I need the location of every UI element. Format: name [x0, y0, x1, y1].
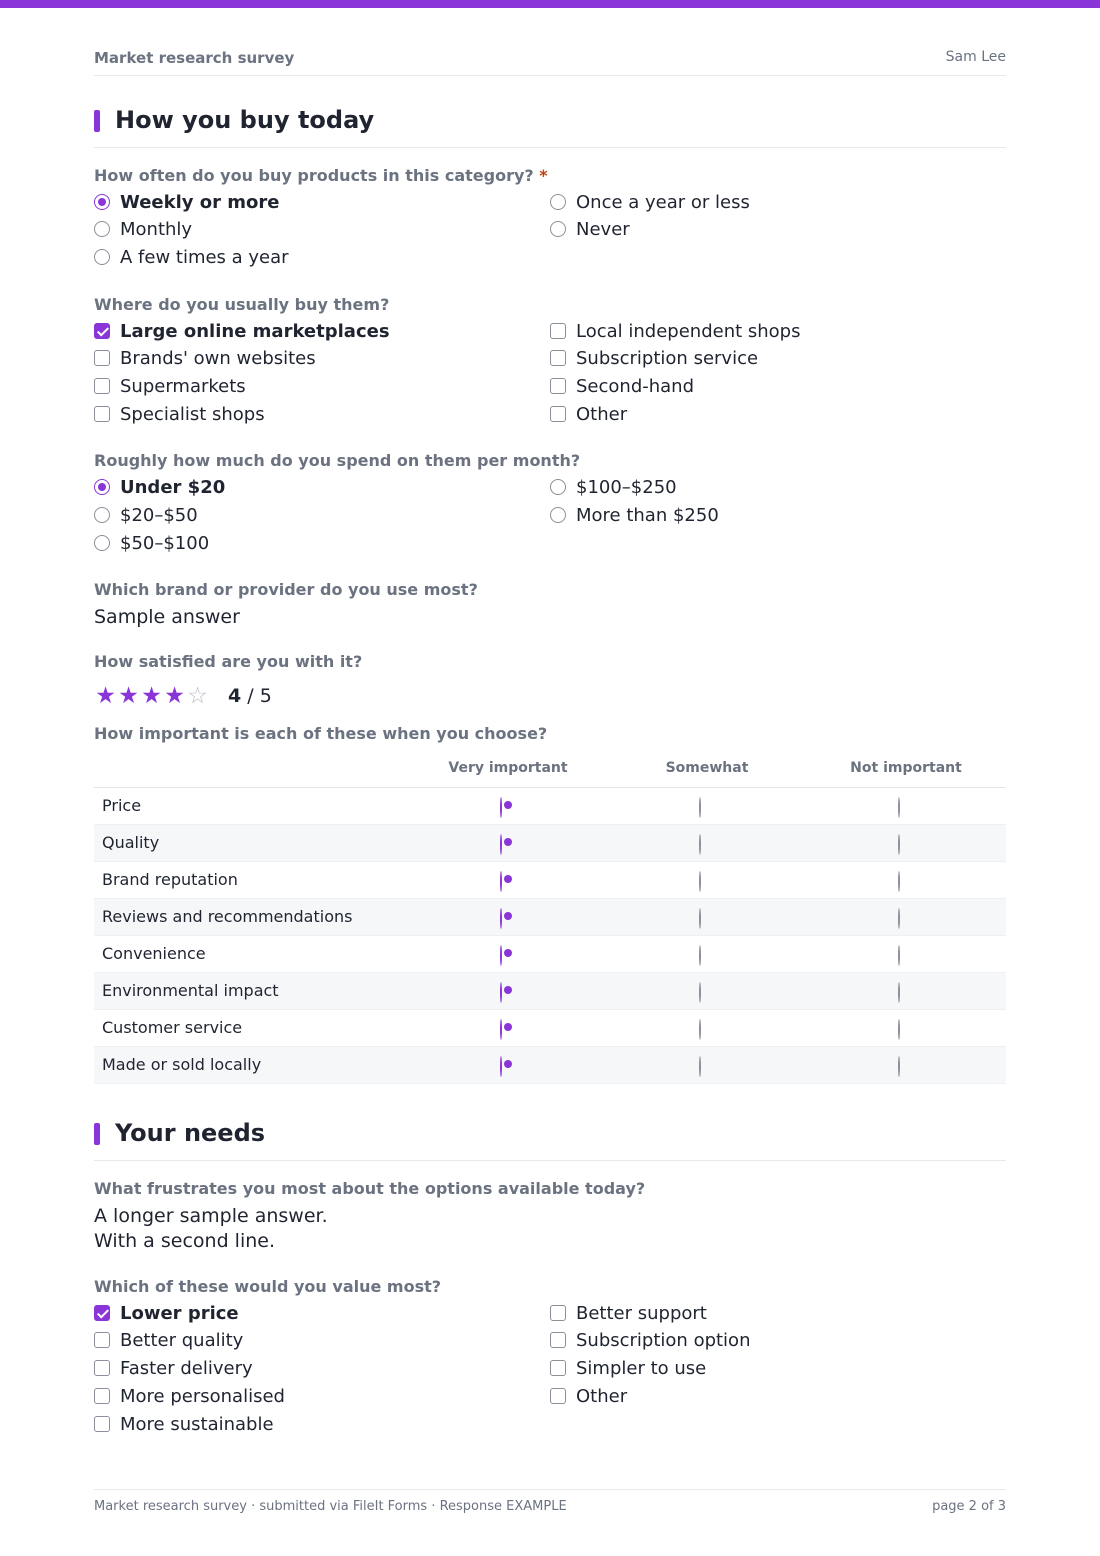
star-icon: ☆: [187, 683, 208, 709]
required-marker: *: [539, 166, 548, 185]
radio-option[interactable]: [94, 532, 209, 554]
rating-score: 4: [228, 685, 242, 707]
radio-button[interactable]: [898, 1056, 900, 1077]
radio-button[interactable]: [898, 1019, 900, 1040]
matrix-row: [94, 973, 1006, 1010]
radio-button[interactable]: [500, 945, 502, 966]
checkbox-option[interactable]: [550, 375, 694, 397]
row-label: Environmental impact: [102, 981, 279, 1000]
radio-button[interactable]: [699, 945, 701, 966]
page-number: page 2 of 3: [932, 1499, 1006, 1514]
option-label: Second-hand: [576, 375, 695, 397]
radio-button[interactable]: [500, 1019, 502, 1040]
option-label: More sustainable: [120, 1413, 274, 1435]
section-title: How you buy today: [115, 106, 375, 134]
option-label: Other: [576, 1385, 628, 1407]
question-satisfaction: How satisfied are you with it?: [94, 652, 363, 671]
option-label: Faster delivery: [120, 1357, 253, 1379]
radio-button[interactable]: [699, 871, 701, 892]
option-label: A few times a year: [120, 246, 289, 268]
question-label: How often do you buy products in this category?: [94, 166, 534, 185]
checkbox-option[interactable]: [94, 1329, 243, 1351]
checkbox-option[interactable]: [94, 403, 265, 425]
matrix-cell: [699, 909, 701, 928]
radio-button[interactable]: [94, 249, 110, 265]
question-purchase-channel: Where do you usually buy them?: [94, 295, 390, 314]
rating-max: / 5: [247, 685, 272, 707]
checkbox-option[interactable]: [550, 1357, 706, 1379]
radio-option[interactable]: [94, 504, 198, 526]
option-label: Simpler to use: [576, 1357, 707, 1379]
option-label: Weekly or more: [120, 191, 280, 213]
matrix-cell: [699, 1057, 701, 1076]
row-label: Price: [102, 796, 142, 815]
star-rating: [94, 682, 272, 710]
matrix-row: [94, 825, 1006, 862]
radio-button[interactable]: [550, 479, 566, 495]
checkbox-option[interactable]: [94, 1413, 274, 1435]
radio-option[interactable]: [94, 218, 192, 240]
footer-info: Market research survey · submitted via FileIt Forms · Response EXAMPLE: [94, 1499, 567, 1514]
matrix-row: [94, 788, 1006, 825]
checkbox[interactable]: [550, 1388, 566, 1404]
radio-button[interactable]: [500, 908, 502, 929]
radio-option[interactable]: [550, 504, 719, 526]
option-label: Monthly: [120, 218, 193, 240]
matrix-cell: [500, 983, 502, 1002]
radio-button[interactable]: [500, 797, 502, 818]
section-accent-bar: [94, 1123, 100, 1145]
star-icon: ★: [164, 683, 185, 709]
checkbox-option[interactable]: [550, 1302, 707, 1324]
checkbox-option[interactable]: [550, 320, 800, 342]
matrix-cell: [898, 983, 900, 1002]
checkbox[interactable]: [94, 1388, 110, 1404]
answer-text: Sample answer: [94, 606, 240, 628]
importance-matrix: [94, 754, 1006, 1084]
checkbox-option[interactable]: [94, 375, 246, 397]
option-label: Lower price: [120, 1302, 239, 1324]
option-label: More personalised: [120, 1385, 285, 1407]
checkbox-option[interactable]: [94, 1357, 253, 1379]
row-label: Customer service: [102, 1018, 243, 1037]
matrix-cell: [898, 798, 900, 817]
matrix-row: [94, 1047, 1006, 1084]
checkbox[interactable]: [94, 323, 110, 339]
checkbox[interactable]: [550, 1332, 566, 1348]
checkbox[interactable]: [94, 406, 110, 422]
matrix-row: [94, 899, 1006, 936]
section-title: Your needs: [115, 1119, 266, 1147]
matrix-cell: [699, 946, 701, 965]
question-purchase-frequency: [94, 166, 548, 186]
radio-button[interactable]: [94, 479, 110, 495]
option-label: Subscription service: [576, 347, 759, 369]
section-accent-bar: [94, 110, 100, 132]
radio-button[interactable]: [500, 982, 502, 1003]
row-label: Convenience: [102, 944, 206, 963]
section-header-your-needs: [94, 1117, 1006, 1161]
checkbox[interactable]: [550, 350, 566, 366]
option-label: $20–$50: [120, 504, 198, 526]
matrix-cell: [898, 835, 900, 854]
option-label: Under $20: [120, 476, 226, 498]
row-label: Brand reputation: [102, 870, 238, 889]
matrix-cell: [898, 1020, 900, 1039]
section-header-how-you-buy: [94, 104, 1006, 148]
checkbox-option[interactable]: [550, 1385, 627, 1407]
checkbox-option[interactable]: [550, 347, 758, 369]
radio-button[interactable]: [898, 945, 900, 966]
matrix-rows: [94, 788, 1006, 1084]
radio-option[interactable]: [550, 191, 750, 213]
matrix-cell: [898, 1057, 900, 1076]
matrix-cell: [500, 835, 502, 854]
matrix-cell: [699, 1020, 701, 1039]
option-label: Once a year or less: [576, 191, 750, 213]
matrix-cell: [500, 946, 502, 965]
radio-button[interactable]: [699, 1019, 701, 1040]
radio-button[interactable]: [94, 535, 110, 551]
checkbox-option[interactable]: [94, 347, 316, 369]
radio-button[interactable]: [500, 1056, 502, 1077]
checkbox[interactable]: [94, 1416, 110, 1432]
star-icon: ★: [95, 683, 116, 709]
option-label: Local independent shops: [576, 320, 801, 342]
radio-button[interactable]: [898, 834, 900, 855]
checkbox[interactable]: [550, 378, 566, 394]
option-label: Supermarkets: [120, 375, 246, 397]
option-label: $50–$100: [120, 532, 210, 554]
option-label: Subscription option: [576, 1329, 751, 1351]
column-header: Very important: [448, 760, 568, 776]
star-icon: ★: [141, 683, 162, 709]
matrix-cell: [500, 872, 502, 891]
checkbox[interactable]: [550, 406, 566, 422]
row-label: Quality: [102, 833, 160, 852]
radio-button[interactable]: [699, 834, 701, 855]
radio-option[interactable]: [94, 191, 280, 213]
matrix-row: [94, 1010, 1006, 1047]
question-monthly-spend: Roughly how much do you spend on them per month?: [94, 451, 581, 470]
column-header: Somewhat: [665, 760, 749, 776]
radio-button[interactable]: [550, 507, 566, 523]
matrix-row: [94, 936, 1006, 973]
radio-button[interactable]: [699, 797, 701, 818]
answer-text: A longer sample answer. With a second line.: [94, 1205, 328, 1252]
option-label: More than $250: [576, 504, 719, 526]
checkbox[interactable]: [94, 1332, 110, 1348]
radio-button[interactable]: [500, 834, 502, 855]
checkbox-option[interactable]: [94, 1385, 285, 1407]
respondent-name: Sam Lee: [945, 49, 1006, 65]
option-label: Other: [576, 403, 628, 425]
question-value-most: Which of these would you value most?: [94, 1277, 442, 1296]
checkbox-option[interactable]: [94, 1302, 239, 1324]
option-label: $100–$250: [576, 476, 677, 498]
question-importance-grid: How important is each of these when you choose?: [94, 724, 548, 743]
matrix-cell: [500, 1057, 502, 1076]
radio-button[interactable]: [699, 908, 701, 929]
radio-button[interactable]: [898, 908, 900, 929]
matrix-header: [94, 754, 1006, 788]
radio-button[interactable]: [699, 1056, 701, 1077]
matrix-cell: [699, 983, 701, 1002]
row-label: Made or sold locally: [102, 1055, 262, 1074]
checkbox-option[interactable]: [550, 1329, 750, 1351]
option-label: Never: [576, 218, 630, 240]
question-main-brand: Which brand or provider do you use most?: [94, 580, 478, 599]
radio-button[interactable]: [550, 221, 566, 237]
matrix-cell: [699, 872, 701, 891]
column-header: Not important: [850, 760, 962, 776]
checkbox[interactable]: [94, 378, 110, 394]
radio-button[interactable]: [550, 194, 566, 210]
page-header: [94, 48, 1006, 76]
form-title: Market research survey: [94, 49, 295, 67]
checkbox[interactable]: [94, 350, 110, 366]
option-label: Better support: [576, 1302, 707, 1324]
radio-button[interactable]: [500, 871, 502, 892]
radio-button[interactable]: [898, 871, 900, 892]
matrix-cell: [500, 909, 502, 928]
radio-option[interactable]: [94, 246, 289, 268]
star-icon: ★: [118, 683, 139, 709]
radio-button[interactable]: [898, 982, 900, 1003]
checkbox[interactable]: [550, 323, 566, 339]
matrix-cell: [500, 1020, 502, 1039]
option-label: Better quality: [120, 1329, 244, 1351]
matrix-row: [94, 862, 1006, 899]
matrix-cell: [898, 872, 900, 891]
radio-button[interactable]: [94, 221, 110, 237]
matrix-cell: [699, 835, 701, 854]
radio-option[interactable]: [94, 476, 225, 498]
checkbox-option[interactable]: [550, 403, 627, 425]
row-label: Reviews and recommendations: [102, 907, 353, 926]
matrix-cell: [898, 909, 900, 928]
radio-button[interactable]: [898, 797, 900, 818]
checkbox[interactable]: [94, 1360, 110, 1376]
radio-option[interactable]: [550, 218, 630, 240]
matrix-cell: [500, 798, 502, 817]
radio-button[interactable]: [94, 194, 110, 210]
matrix-cell: [898, 946, 900, 965]
checkbox[interactable]: [94, 1305, 110, 1321]
radio-button[interactable]: [94, 507, 110, 523]
question-frustrations: What frustrates you most about the options available today?: [94, 1179, 646, 1198]
radio-button[interactable]: [699, 982, 701, 1003]
checkbox[interactable]: [550, 1360, 566, 1376]
checkbox[interactable]: [550, 1305, 566, 1321]
checkbox-option[interactable]: [94, 320, 390, 342]
survey-page: [94, 0, 1006, 1556]
radio-option[interactable]: [550, 476, 677, 498]
option-label: Specialist shops: [120, 403, 265, 425]
page-footer: [94, 1489, 1006, 1519]
rating-value: [228, 685, 272, 707]
matrix-cell: [699, 798, 701, 817]
option-label: Large online marketplaces: [120, 320, 390, 342]
option-label: Brands' own websites: [120, 347, 316, 369]
